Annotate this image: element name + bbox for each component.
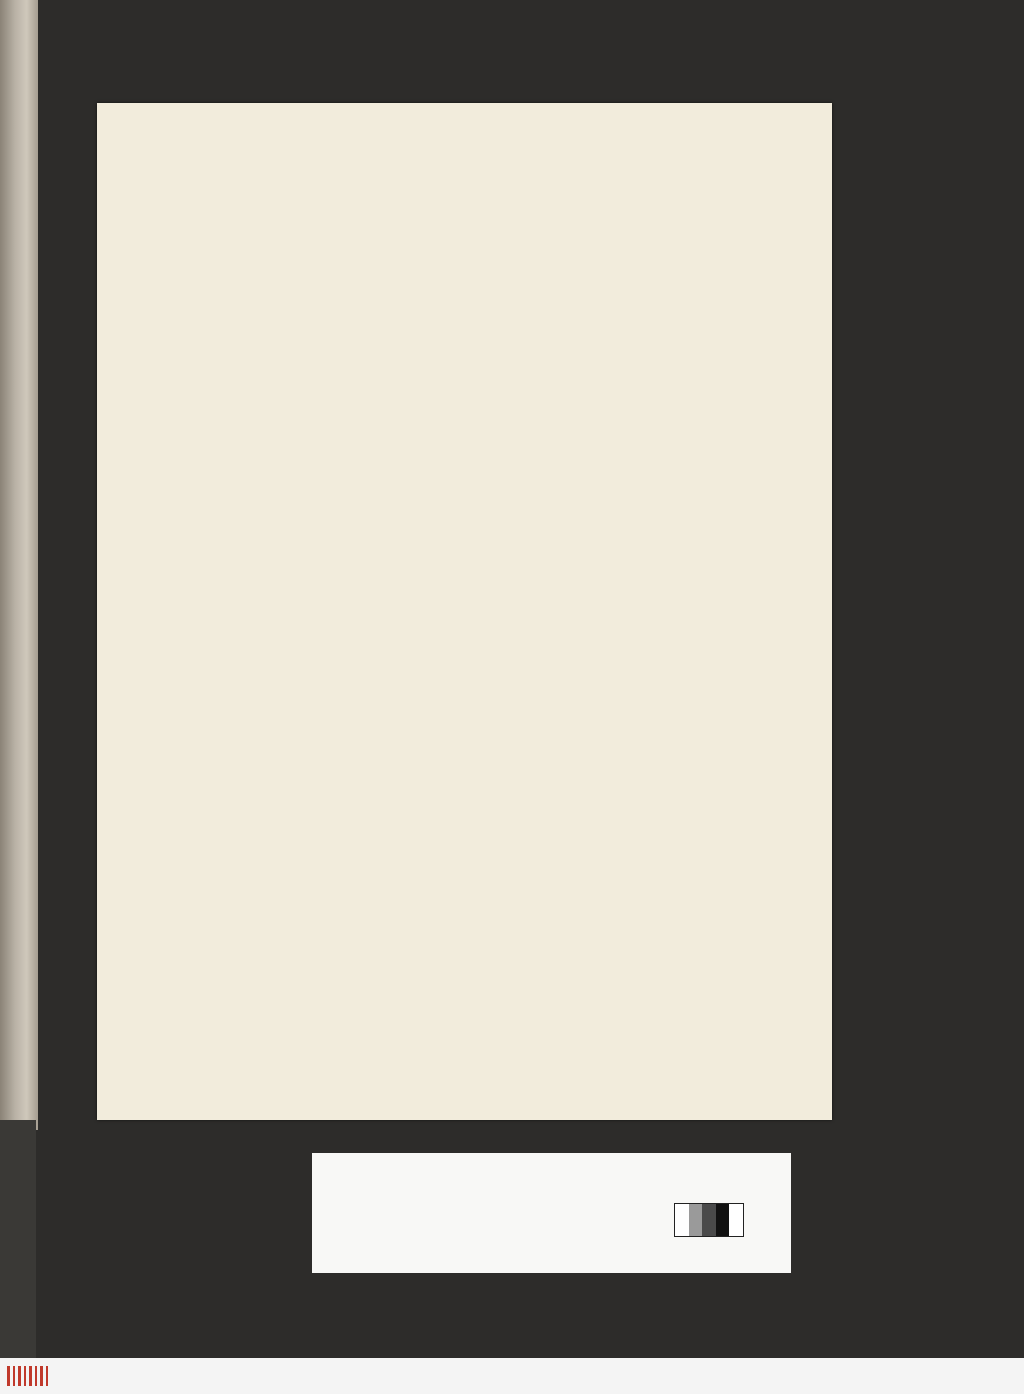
previous-page-edge xyxy=(0,0,38,1130)
scale-ruler xyxy=(352,1205,574,1237)
grayscale-swatch xyxy=(674,1203,744,1237)
footer-bar xyxy=(0,1358,1024,1394)
binding-shadow xyxy=(0,1120,36,1358)
book-page xyxy=(97,103,832,1120)
barcode-icon xyxy=(6,1364,50,1388)
color-target-card xyxy=(312,1153,791,1273)
